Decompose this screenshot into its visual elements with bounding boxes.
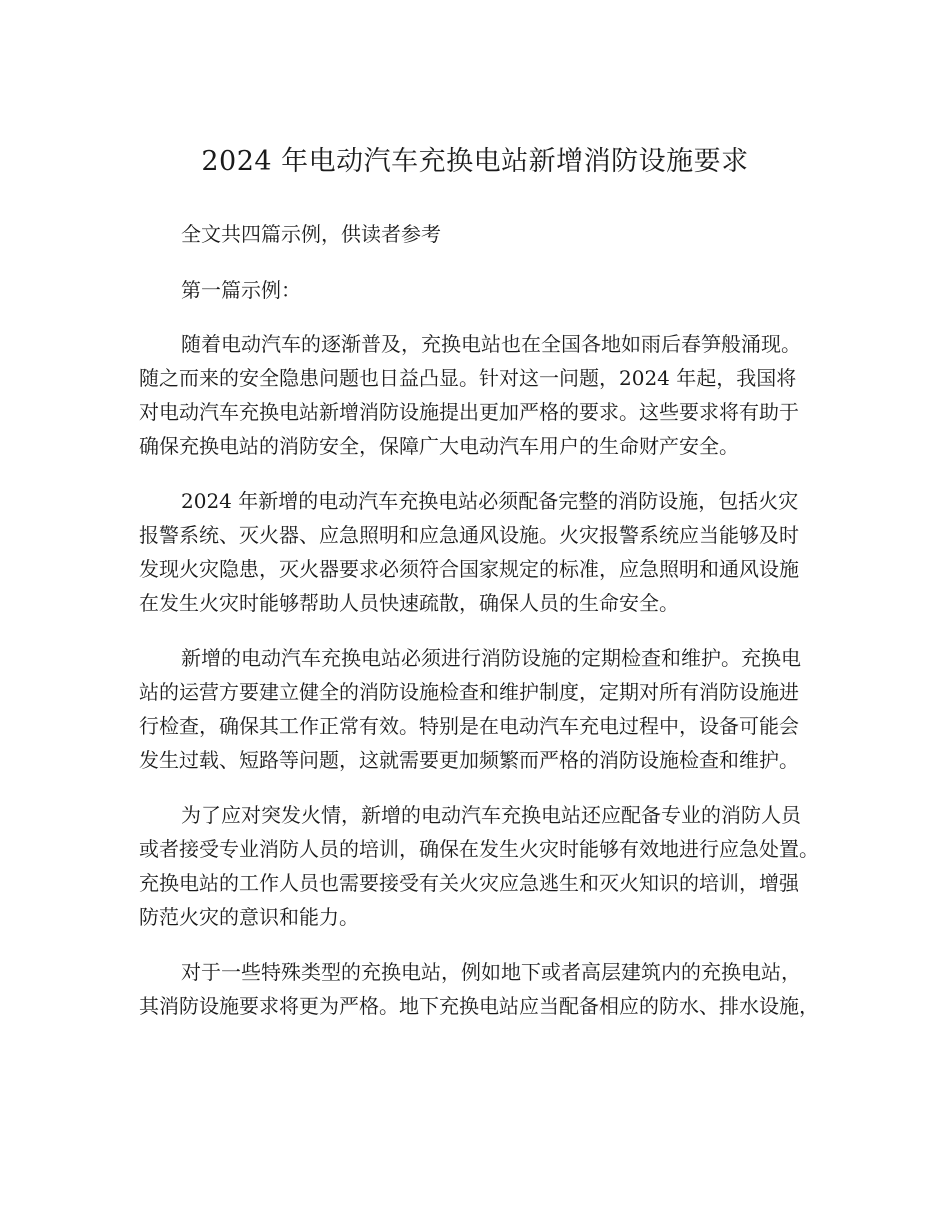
paragraph-1-line-1: 随着电动汽车的逐渐普及，充换电站也在全国各地如雨后春笋般涌现。 bbox=[181, 332, 801, 356]
section-heading: 第一篇示例： bbox=[181, 278, 301, 302]
paragraph-1-line-2: 随之而来的安全隐患问题也日益凸显。针对这一问题，2024 年起，我国将 bbox=[139, 366, 797, 390]
paragraph-3-line-1: 新增的电动汽车充换电站必须进行消防设施的定期检查和维护。充换电 bbox=[181, 646, 801, 670]
paragraph-3-line-2: 站的运营方要建立健全的消防设施检查和维护制度，定期对所有消防设施进 bbox=[139, 680, 799, 704]
paragraph-2-line-1: 2024 年新增的电动汽车充换电站必须配备完整的消防设施，包括火灾 bbox=[181, 489, 799, 513]
paragraph-4-line-2: 或者接受专业消防人员的培训，确保在发生火灾时能够有效地进行应急处置。 bbox=[139, 837, 819, 861]
intro-text: 全文共四篇示例，供读者参考 bbox=[181, 222, 441, 246]
paragraph-3-line-4: 发生过载、短路等问题，这就需要更加频繁而严格的消防设施检查和维护。 bbox=[139, 748, 799, 772]
paragraph-4-line-1: 为了应对突发火情，新增的电动汽车充换电站还应配备专业的消防人员 bbox=[181, 803, 801, 827]
paragraph-5-line-2: 其消防设施要求将更为严格。地下充换电站应当配备相应的防水、排水设施， bbox=[139, 994, 819, 1018]
paragraph-1-line-4: 确保充换电站的消防安全，保障广大电动汽车用户的生命财产安全。 bbox=[139, 434, 739, 458]
document-title: 2024 年电动汽车充换电站新增消防设施要求 bbox=[201, 146, 749, 177]
paragraph-4-line-3: 充换电站的工作人员也需要接受有关火灾应急逃生和灭火知识的培训，增强 bbox=[139, 871, 799, 895]
paragraph-2-line-3: 发现火灾隐患，灭火器要求必须符合国家规定的标准，应急照明和通风设施 bbox=[139, 557, 799, 581]
paragraph-5-line-1: 对于一些特殊类型的充换电站，例如地下或者高层建筑内的充换电站， bbox=[181, 960, 801, 984]
paragraph-4-line-4: 防范火灾的意识和能力。 bbox=[139, 905, 359, 929]
paragraph-3-line-3: 行检查，确保其工作正常有效。特别是在电动汽车充电过程中，设备可能会 bbox=[139, 714, 799, 738]
paragraph-2-line-2: 报警系统、灭火器、应急照明和应急通风设施。火灾报警系统应当能够及时 bbox=[139, 523, 799, 547]
paragraph-1-line-3: 对电动汽车充换电站新增消防设施提出更加严格的要求。这些要求将有助于 bbox=[139, 400, 799, 424]
paragraph-2-line-4: 在发生火灾时能够帮助人员快速疏散，确保人员的生命安全。 bbox=[139, 591, 679, 615]
